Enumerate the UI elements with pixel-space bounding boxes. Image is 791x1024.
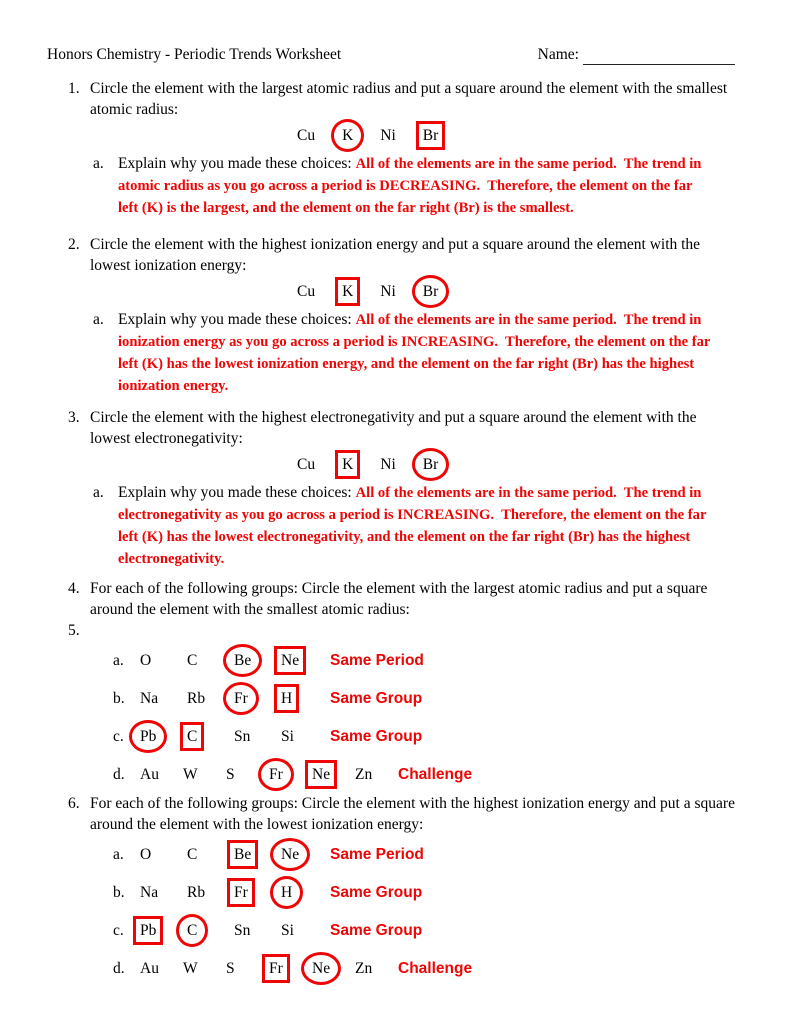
row-letter: d. — [113, 959, 125, 977]
element-symbol: Ni — [380, 126, 396, 144]
row-annotation: Same Period — [330, 651, 424, 669]
element-symbol-squared: K — [335, 450, 360, 479]
element-symbol-circled: Be — [223, 644, 262, 677]
element-symbol-circled: H — [270, 876, 303, 909]
question-6-rows — [47, 835, 735, 987]
element-symbol: Au — [140, 765, 159, 783]
element-symbol: S — [226, 959, 235, 977]
element-symbol-squared: Fr — [227, 878, 255, 907]
element-symbol: Au — [140, 959, 159, 977]
answer-text: All of the elements are in the same period. The trend in ionization energy as you go across a period is INCREASING. Therefore, the element on the far left (K) has the lowest ionization energy, and the element on the far right (Br) has the highest ionization energy. — [118, 312, 714, 394]
element-symbol-circled: C — [176, 914, 208, 947]
question-1a-body — [118, 153, 714, 219]
group-row-6c — [113, 911, 735, 949]
element-symbol: Cu — [297, 282, 316, 300]
element-symbol: Sn — [234, 727, 251, 745]
row-annotation: Challenge — [398, 765, 473, 783]
element-symbol-circled: Ne — [301, 952, 341, 985]
element-symbol: Na — [140, 689, 159, 707]
question-1 — [68, 78, 735, 120]
question-3a-body — [118, 482, 714, 570]
element-symbol: Si — [281, 727, 294, 745]
question-3a — [93, 482, 735, 570]
question-5-number: 5. — [68, 622, 80, 639]
element-symbol: Cu — [297, 126, 316, 144]
element-symbol-squared: H — [274, 684, 299, 713]
element-symbol-circled: Br — [412, 448, 450, 481]
element-symbol: Na — [140, 883, 159, 901]
row-annotation: Same Group — [330, 921, 423, 939]
element-symbol: Zn — [355, 765, 373, 783]
group-row-6b — [113, 873, 735, 911]
row-letter: d. — [113, 765, 125, 783]
question-4 — [68, 578, 735, 620]
question-4-text: For each of the following groups: Circle the element with the largest atomic radius and put a square around the element with the smallest atomic radius: — [90, 580, 708, 618]
element-symbol-circled: K — [331, 119, 364, 152]
group-row-5a — [113, 641, 735, 679]
element-symbol-circled: Fr — [223, 682, 259, 715]
row-letter: b. — [113, 689, 125, 707]
element-symbol: Rb — [187, 883, 206, 901]
element-symbol: Cu — [297, 455, 316, 473]
row-annotation: Same Group — [330, 727, 423, 745]
element-symbol: C — [187, 845, 198, 863]
element-symbol: Sn — [234, 921, 251, 939]
row-annotation: Challenge — [398, 959, 473, 977]
element-symbol-squared: Ne — [274, 646, 306, 675]
question-6-number: 6. — [68, 795, 80, 812]
row-annotation: Same Group — [330, 883, 423, 901]
group-row-6d — [113, 949, 735, 987]
question-3-elements — [297, 449, 735, 479]
element-symbol-squared: Fr — [262, 954, 290, 983]
question-2a-body — [118, 309, 714, 397]
element-symbol-squared: K — [335, 277, 360, 306]
row-letter: a. — [113, 651, 124, 669]
page-header — [47, 44, 735, 65]
explain-prompt: Explain why you made these choices: — [118, 155, 356, 172]
sub-letter: a. — [93, 484, 104, 501]
sub-letter: a. — [93, 155, 104, 172]
element-symbol-squared: Ne — [305, 760, 337, 789]
question-3 — [68, 407, 735, 449]
question-1-text: Circle the element with the largest atomic radius and put a square around the element with the smallest atomic radius: — [90, 80, 728, 118]
element-symbol: Rb — [187, 689, 206, 707]
question-4-number: 4. — [68, 580, 80, 597]
element-symbol-circled: Fr — [258, 758, 294, 791]
question-1a — [93, 153, 735, 219]
group-row-5c — [113, 717, 735, 755]
sub-letter: a. — [93, 311, 104, 328]
row-letter: a. — [113, 845, 124, 863]
explain-prompt: Explain why you made these choices: — [118, 484, 356, 501]
element-symbol: O — [140, 845, 152, 863]
element-symbol-squared: Be — [227, 840, 258, 869]
question-2 — [68, 234, 735, 276]
row-letter: c. — [113, 921, 124, 939]
element-symbol: C — [187, 651, 198, 669]
answer-text: All of the elements are in the same period. The trend in electronegativity as you go across a period is INCREASING. Therefore, the element on the far left (K) has the lowest electronegativity, and the element on the far right (Br) has the highest electronegativity. — [118, 485, 710, 567]
element-symbol: S — [226, 765, 235, 783]
question-2-elements — [297, 276, 735, 306]
element-symbol: W — [183, 765, 198, 783]
element-symbol: Ni — [380, 282, 396, 300]
element-symbol: Si — [281, 921, 294, 939]
element-symbol-squared: Pb — [133, 916, 163, 945]
name-label: Name: — [537, 46, 579, 63]
name-blank-line — [583, 49, 735, 65]
group-row-5d — [113, 755, 735, 793]
name-field — [538, 44, 735, 65]
element-symbol: Zn — [355, 959, 373, 977]
group-row-5b — [113, 679, 735, 717]
row-letter: c. — [113, 727, 124, 745]
element-symbol: W — [183, 959, 198, 977]
element-symbol-squared: C — [180, 722, 204, 751]
question-6 — [68, 793, 735, 835]
row-letter: b. — [113, 883, 125, 901]
group-row-6a — [113, 835, 735, 873]
row-annotation: Same Group — [330, 689, 423, 707]
question-3-text: Circle the element with the highest electronegativity and put a square around the element with the lowest electronegativity: — [90, 409, 697, 447]
answer-text: All of the elements are in the same period. The trend in atomic radius as you go across a period is DECREASING. Therefore, the element on the far left (K) is the largest, and the element on the far right (Br) is the smallest. — [118, 156, 706, 216]
question-6-text: For each of the following groups: Circle the element with the highest ionization energy and put a square around the element with the lowest ionization energy: — [90, 795, 735, 833]
question-2a — [93, 309, 735, 397]
question-2-number: 2. — [68, 236, 80, 253]
element-symbol-circled: Pb — [129, 720, 167, 753]
element-symbol-squared: Br — [416, 121, 446, 150]
question-1-elements — [297, 120, 735, 150]
question-5-rows — [47, 641, 735, 793]
element-symbol: O — [140, 651, 152, 669]
element-symbol: Ni — [380, 455, 396, 473]
row-annotation: Same Period — [330, 845, 424, 863]
element-symbol-circled: Ne — [270, 838, 310, 871]
page-title: Honors Chemistry - Periodic Trends Worksheet — [47, 46, 342, 63]
element-symbol-circled: Br — [412, 275, 450, 308]
explain-prompt: Explain why you made these choices: — [118, 311, 356, 328]
question-3-number: 3. — [68, 409, 80, 426]
question-2-text: Circle the element with the highest ionization energy and put a square around the element with the lowest ionization energy: — [90, 236, 701, 274]
question-1-number: 1. — [68, 80, 80, 97]
